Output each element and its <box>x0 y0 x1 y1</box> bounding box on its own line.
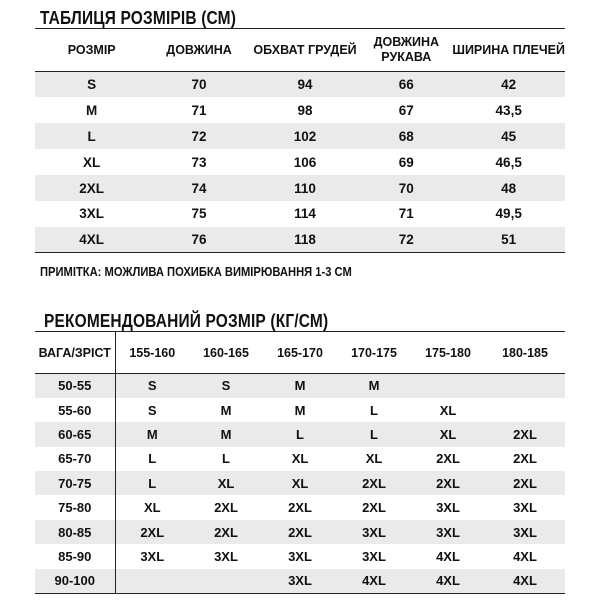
weight-row <box>35 544 565 568</box>
weight-row-label: 80-85 <box>35 520 115 544</box>
table-cell: 2XL <box>337 471 411 495</box>
size-row <box>35 201 565 227</box>
table-cell: 69 <box>398 154 414 170</box>
size-row-label: S <box>35 72 148 98</box>
table-cell: 4XL <box>485 569 565 593</box>
size-chart-title: ТАБЛИЦЯ РОЗМІРІВ (СМ) <box>40 8 237 28</box>
header-sleeve-length: ДОВЖИНА РУКАВА <box>373 35 440 64</box>
table-cell: 75 <box>191 206 207 222</box>
weight-row-label: 90-100 <box>35 569 115 593</box>
table-cell <box>189 569 263 593</box>
table-cell: 76 <box>148 227 249 253</box>
table-cell: 3XL <box>411 520 485 544</box>
size-row-label: XL <box>83 154 101 170</box>
header-height-165-170: 165-170 <box>277 345 323 360</box>
weight-row-label: 85-90 <box>35 544 115 568</box>
size-chart-table <box>35 28 565 253</box>
table-cell: M <box>263 374 337 398</box>
header-height-175-180: 175-180 <box>425 345 471 360</box>
header-weight-height: ВАГА/ЗРІСТ <box>35 332 115 374</box>
weight-row-label: 65-70 <box>35 447 115 471</box>
table-cell <box>115 569 189 593</box>
header-height-180-185: 180-185 <box>502 345 548 360</box>
table-cell: L <box>263 422 337 446</box>
table-cell: XL <box>189 471 263 495</box>
table-cell: 106 <box>293 154 317 170</box>
table-cell: 3XL <box>337 520 411 544</box>
size-row <box>35 149 565 175</box>
table-cell: 3XL <box>263 569 337 593</box>
table-cell: 3XL <box>436 500 460 516</box>
size-row-label: 4XL <box>35 227 148 253</box>
table-cell: 45 <box>452 123 565 149</box>
table-cell <box>485 374 565 398</box>
header-height-160-165: 160-165 <box>203 345 249 360</box>
weight-row <box>35 495 565 519</box>
weight-row-label: 75-80 <box>35 495 115 519</box>
table-cell: 98 <box>297 102 313 118</box>
table-cell: S <box>115 374 189 398</box>
header-length: ДОВЖИНА <box>166 42 232 57</box>
table-cell: 118 <box>250 227 360 253</box>
table-cell: L <box>370 402 378 418</box>
table-cell: 70 <box>360 175 452 201</box>
size-chart-header-row <box>35 29 565 72</box>
table-cell: 2XL <box>513 451 537 467</box>
header-height-155-160: 155-160 <box>129 345 176 360</box>
size-row <box>35 123 565 149</box>
table-cell: 71 <box>191 102 207 118</box>
weight-row <box>35 374 565 398</box>
weight-row <box>35 569 565 593</box>
weight-row <box>35 471 565 495</box>
weight-row-label: 70-75 <box>35 471 115 495</box>
table-cell: M <box>337 374 411 398</box>
table-cell: 4XL <box>411 569 485 593</box>
table-cell: 94 <box>250 72 360 98</box>
weight-row-label: 55-60 <box>35 398 115 422</box>
table-cell: 66 <box>360 72 452 98</box>
table-cell: 3XL <box>513 500 537 516</box>
table-cell: XL <box>439 402 457 418</box>
header-size: РОЗМІР <box>67 42 116 57</box>
recommendation-title: РЕКОМЕНДОВАНИЙ РОЗМІР (КГ/СМ) <box>44 311 329 331</box>
header-shoulder-width: ШИРИНА ПЛЕЧЕЙ <box>452 42 565 57</box>
table-cell: S <box>189 374 263 398</box>
header-height-170-175: 170-175 <box>351 345 397 360</box>
table-cell: 71 <box>398 206 414 222</box>
table-cell: 2XL <box>485 422 565 446</box>
table-cell: 73 <box>191 154 207 170</box>
table-cell: 74 <box>148 175 249 201</box>
table-cell: 110 <box>250 175 360 201</box>
size-row-label: L <box>35 123 148 149</box>
table-cell: 102 <box>250 123 360 149</box>
table-cell: XL <box>411 422 485 446</box>
table-cell: 2XL <box>189 520 263 544</box>
table-cell: 70 <box>148 72 249 98</box>
table-cell: 3XL <box>485 520 565 544</box>
size-row-label: M <box>86 102 98 118</box>
table-cell: 51 <box>452 227 565 253</box>
table-cell: 3XL <box>214 548 238 564</box>
table-cell: 2XL <box>263 520 337 544</box>
table-cell: L <box>115 471 189 495</box>
weight-row <box>35 520 565 544</box>
table-cell: M <box>189 422 263 446</box>
size-row <box>35 97 565 123</box>
table-cell: 68 <box>360 123 452 149</box>
table-cell: 48 <box>452 175 565 201</box>
weight-row-label: 60-65 <box>35 422 115 446</box>
table-cell: 72 <box>148 123 249 149</box>
table-cell: 3XL <box>362 548 386 564</box>
table-cell: XL <box>143 500 161 516</box>
table-cell: 2XL <box>411 471 485 495</box>
table-cell: 2XL <box>362 500 386 516</box>
size-row-label: 3XL <box>79 206 105 222</box>
table-cell: M <box>115 422 189 446</box>
weight-row <box>35 398 565 422</box>
table-cell <box>411 374 485 398</box>
table-cell: 4XL <box>436 548 460 564</box>
size-row <box>35 72 565 98</box>
table-cell: L <box>337 422 411 446</box>
table-cell: S <box>147 402 157 418</box>
size-row-label: 2XL <box>35 175 148 201</box>
table-cell: XL <box>263 471 337 495</box>
table-cell: 2XL <box>214 500 238 516</box>
size-row <box>35 227 565 253</box>
table-cell: 67 <box>398 102 414 118</box>
recommendation-header-row <box>35 332 565 374</box>
table-cell: 4XL <box>513 548 537 564</box>
table-cell: 4XL <box>337 569 411 593</box>
table-cell: XL <box>365 451 383 467</box>
table-cell: 2XL <box>485 471 565 495</box>
table-cell: 72 <box>360 227 452 253</box>
header-chest: ОБХВАТ ГРУДЕЙ <box>253 42 357 57</box>
table-cell: 42 <box>452 72 565 98</box>
table-cell: 3XL <box>288 548 312 564</box>
table-cell: 2XL <box>436 451 460 467</box>
weight-row <box>35 422 565 446</box>
table-cell <box>485 398 565 422</box>
weight-row-label: 50-55 <box>35 374 115 398</box>
measurement-note: ПРИМІТКА: МОЖЛИВА ПОХИБКА ВИМІРЮВАННЯ 1-3 СМ <box>40 264 352 279</box>
table-cell: M <box>220 402 232 418</box>
table-cell: 2XL <box>288 500 312 516</box>
table-cell: M <box>294 402 306 418</box>
weight-row <box>35 447 565 471</box>
size-row <box>35 175 565 201</box>
table-cell: 49,5 <box>495 206 522 222</box>
table-cell: XL <box>291 451 309 467</box>
table-cell: 3XL <box>140 548 165 564</box>
table-cell: 2XL <box>115 520 189 544</box>
table-cell: L <box>148 451 157 467</box>
recommendation-table <box>35 331 565 594</box>
table-cell: 114 <box>294 206 316 222</box>
table-cell: 43,5 <box>495 102 522 118</box>
table-cell: L <box>222 451 230 467</box>
table-cell: 46,5 <box>495 154 522 170</box>
